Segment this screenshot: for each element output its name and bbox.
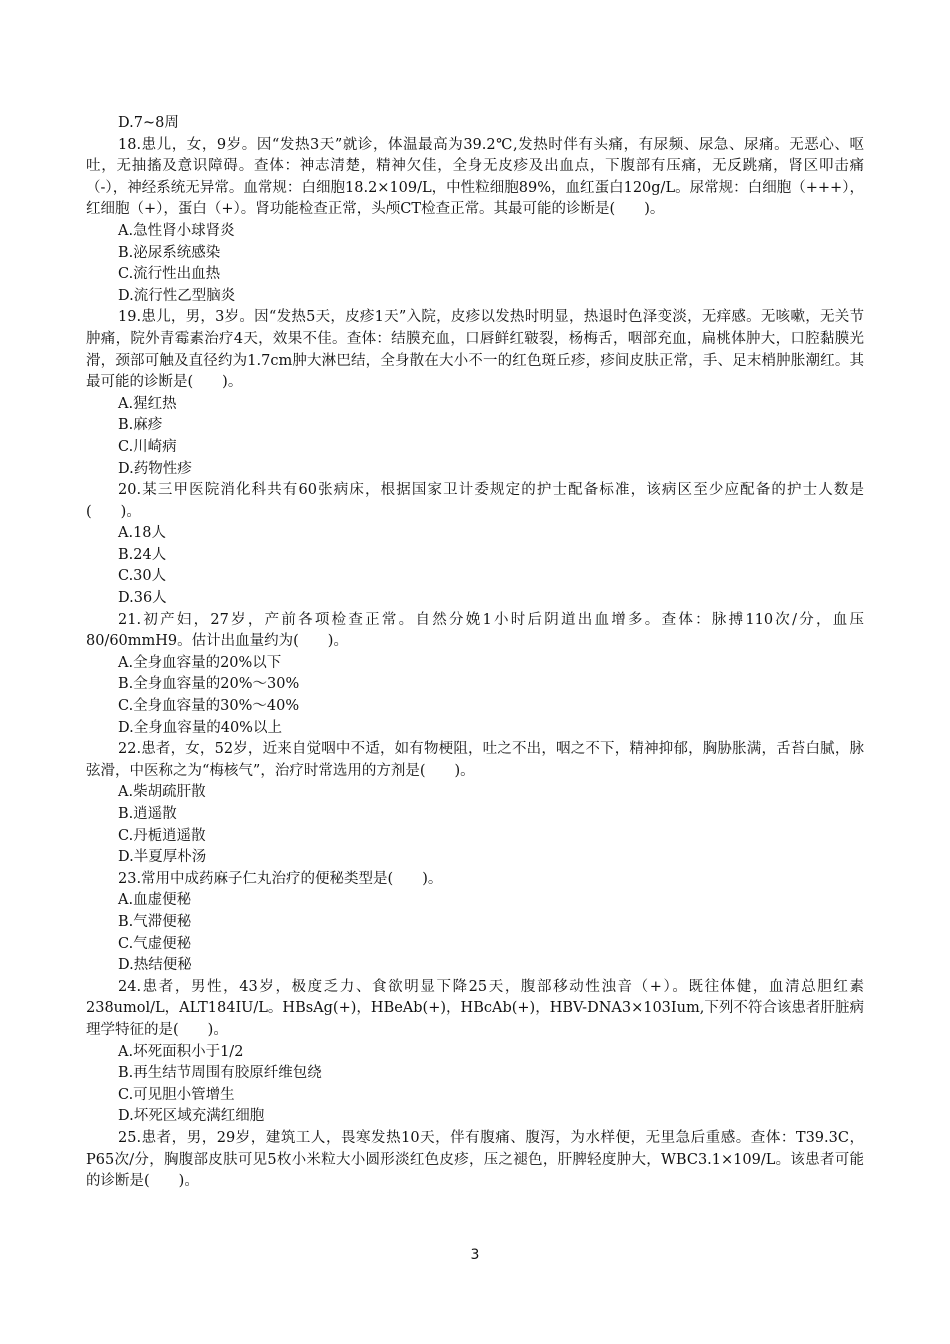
option-a: A.急性肾小球肾炎: [118, 222, 235, 239]
question-22: [86, 739, 864, 869]
option-b: B.再生结节周围有胶原纤维包绕: [118, 1065, 322, 1082]
option-b: B.气滞便秘: [118, 913, 192, 930]
page-number: 3: [470, 1247, 480, 1263]
option-c: C.川崎病: [118, 438, 177, 455]
option-a: A.全身血容量的20%以下: [118, 654, 282, 671]
option-b: B.逍遥散: [118, 806, 177, 822]
option-d: D.36人: [118, 590, 167, 607]
option-b: B.泌尿系统感染: [118, 244, 221, 261]
question-stem: 22.患者，女，52岁，近来自觉咽中不适，如有物梗阻，吐之不出，咽之不下，精神抑郁，胸胁胀满，舌苔白腻，脉弦滑，中医称之为“梅核气”，治疗时常选用的方剂是( )。: [86, 741, 864, 779]
question-list: [86, 113, 864, 1193]
option-c: C.丹栀逍遥散: [118, 827, 206, 844]
question-stem: 19.患儿，男，3岁。因“发热5天，皮疹1天”入院，皮疹以发热时明显，热退时色泽变淡，无痒感。无咳嗽，无关节肿痛，院外青霉素治疗4天，效果不佳。查体：结膜充血，口唇鲜红皲裂，杨梅舌，咽部充血，扁桃体肿大，口腔黏膜光滑，颈部可触及直径约为1.7cm肿大淋巴结，全身散在大小不一的红色斑丘疹，疹间皮肤正常，手、足末梢肿胀潮红。其最可能的诊断是( )。: [86, 309, 864, 391]
question-stem: 23.常用中成药麻子仁丸治疗的便秘类型是( )。: [118, 870, 443, 887]
question-23: [86, 869, 864, 977]
question-stem: 20.某三甲医院消化科共有60张病床，根据国家卫计委规定的护士配备标准，该病区至少应配备的护士人数是( )。: [86, 482, 864, 520]
option-a: A.柴胡疏肝散: [118, 784, 206, 801]
option-b: B.24人: [118, 546, 167, 563]
option-c: C.气虚便秘: [118, 935, 192, 952]
option-b: B.全身血容量的20%～30%: [118, 676, 300, 693]
option-a: A.血虚便秘: [118, 892, 192, 909]
question-stem: 24.患者，男性，43岁，极度乏力、食欲明显下降25天，腹部移动性浊音（+）。既往体健，血清总胆红素238umol/L，ALT184IU/L。HBsAg(+)，HBeAb(+)，HBcAb(+)，HBV-DNA3×103Ium,下列不符合该患者肝脏病理学特征的是( )。: [86, 978, 864, 1038]
question-stem: 21.初产妇，27岁，产前各项检查正常。自然分娩1小时后阴道出血增多。查体：脉搏110次/分，血压80/60mmH9。估计出血量约为( )。: [86, 611, 864, 650]
question-24: [86, 977, 864, 1128]
question-21: [86, 610, 864, 740]
question-19: [86, 307, 864, 480]
question-20: [86, 480, 864, 610]
option-a: A.坏死面积小于1/2: [118, 1043, 244, 1060]
option-b: B.麻疹: [118, 417, 163, 434]
option-d: D.全身血容量的40%以上: [118, 719, 282, 736]
question-stem: 25.患者，男，29岁，建筑工人，畏寒发热10天，伴有腹痛、腹泻，为水样便，无里急后重感。查体：T39.3C，P65次/分，胸腹部皮肤可见5枚小米粒大小圆形淡红色皮疹，压之褪色，肝脾轻度肿大，WBC3.1×109/L。该患者可能的诊断是( )。: [86, 1129, 864, 1190]
option-c: C.可见胆小管增生: [118, 1086, 235, 1103]
option-a: A.猩红热: [118, 395, 177, 412]
option-c: C.30人: [118, 568, 167, 585]
option-d: D.流行性乙型脑炎: [118, 287, 236, 304]
question-25: [86, 1128, 864, 1193]
option-c: C.流行性出血热: [118, 266, 221, 283]
option-d: D.半夏厚朴汤: [118, 849, 207, 866]
question-18: [86, 135, 864, 308]
option-d-previous: D.7~8周: [118, 115, 179, 131]
option-d: D.坏死区域充满红细胞: [118, 1108, 265, 1125]
option-c: C.全身血容量的30%～40%: [118, 698, 300, 715]
question-stem: 18.患儿，女，9岁。因“发热3天”就诊，体温最高为39.2℃,发热时伴有头痛，有尿频、尿急、尿痛。无恶心、呕吐，无抽搐及意识障碍。查体：神志清楚，精神欠佳，全身无皮疹及出血点，下腹部有压痛，无反跳痛，肾区叩击痛（-），神经系统无异常。血常规：白细胞18.2×109/L，中性粒细胞89%，血红蛋白120g/L。尿常规：白细胞（+++），红细胞（+），蛋白（+）。肾功能检查正常，头颅CT检查正常。其最可能的诊断是( )。: [86, 136, 864, 218]
option-d: D.药物性疹: [118, 460, 192, 477]
option-d: D.热结便秘: [118, 957, 192, 974]
option-a: A.18人: [118, 525, 167, 542]
